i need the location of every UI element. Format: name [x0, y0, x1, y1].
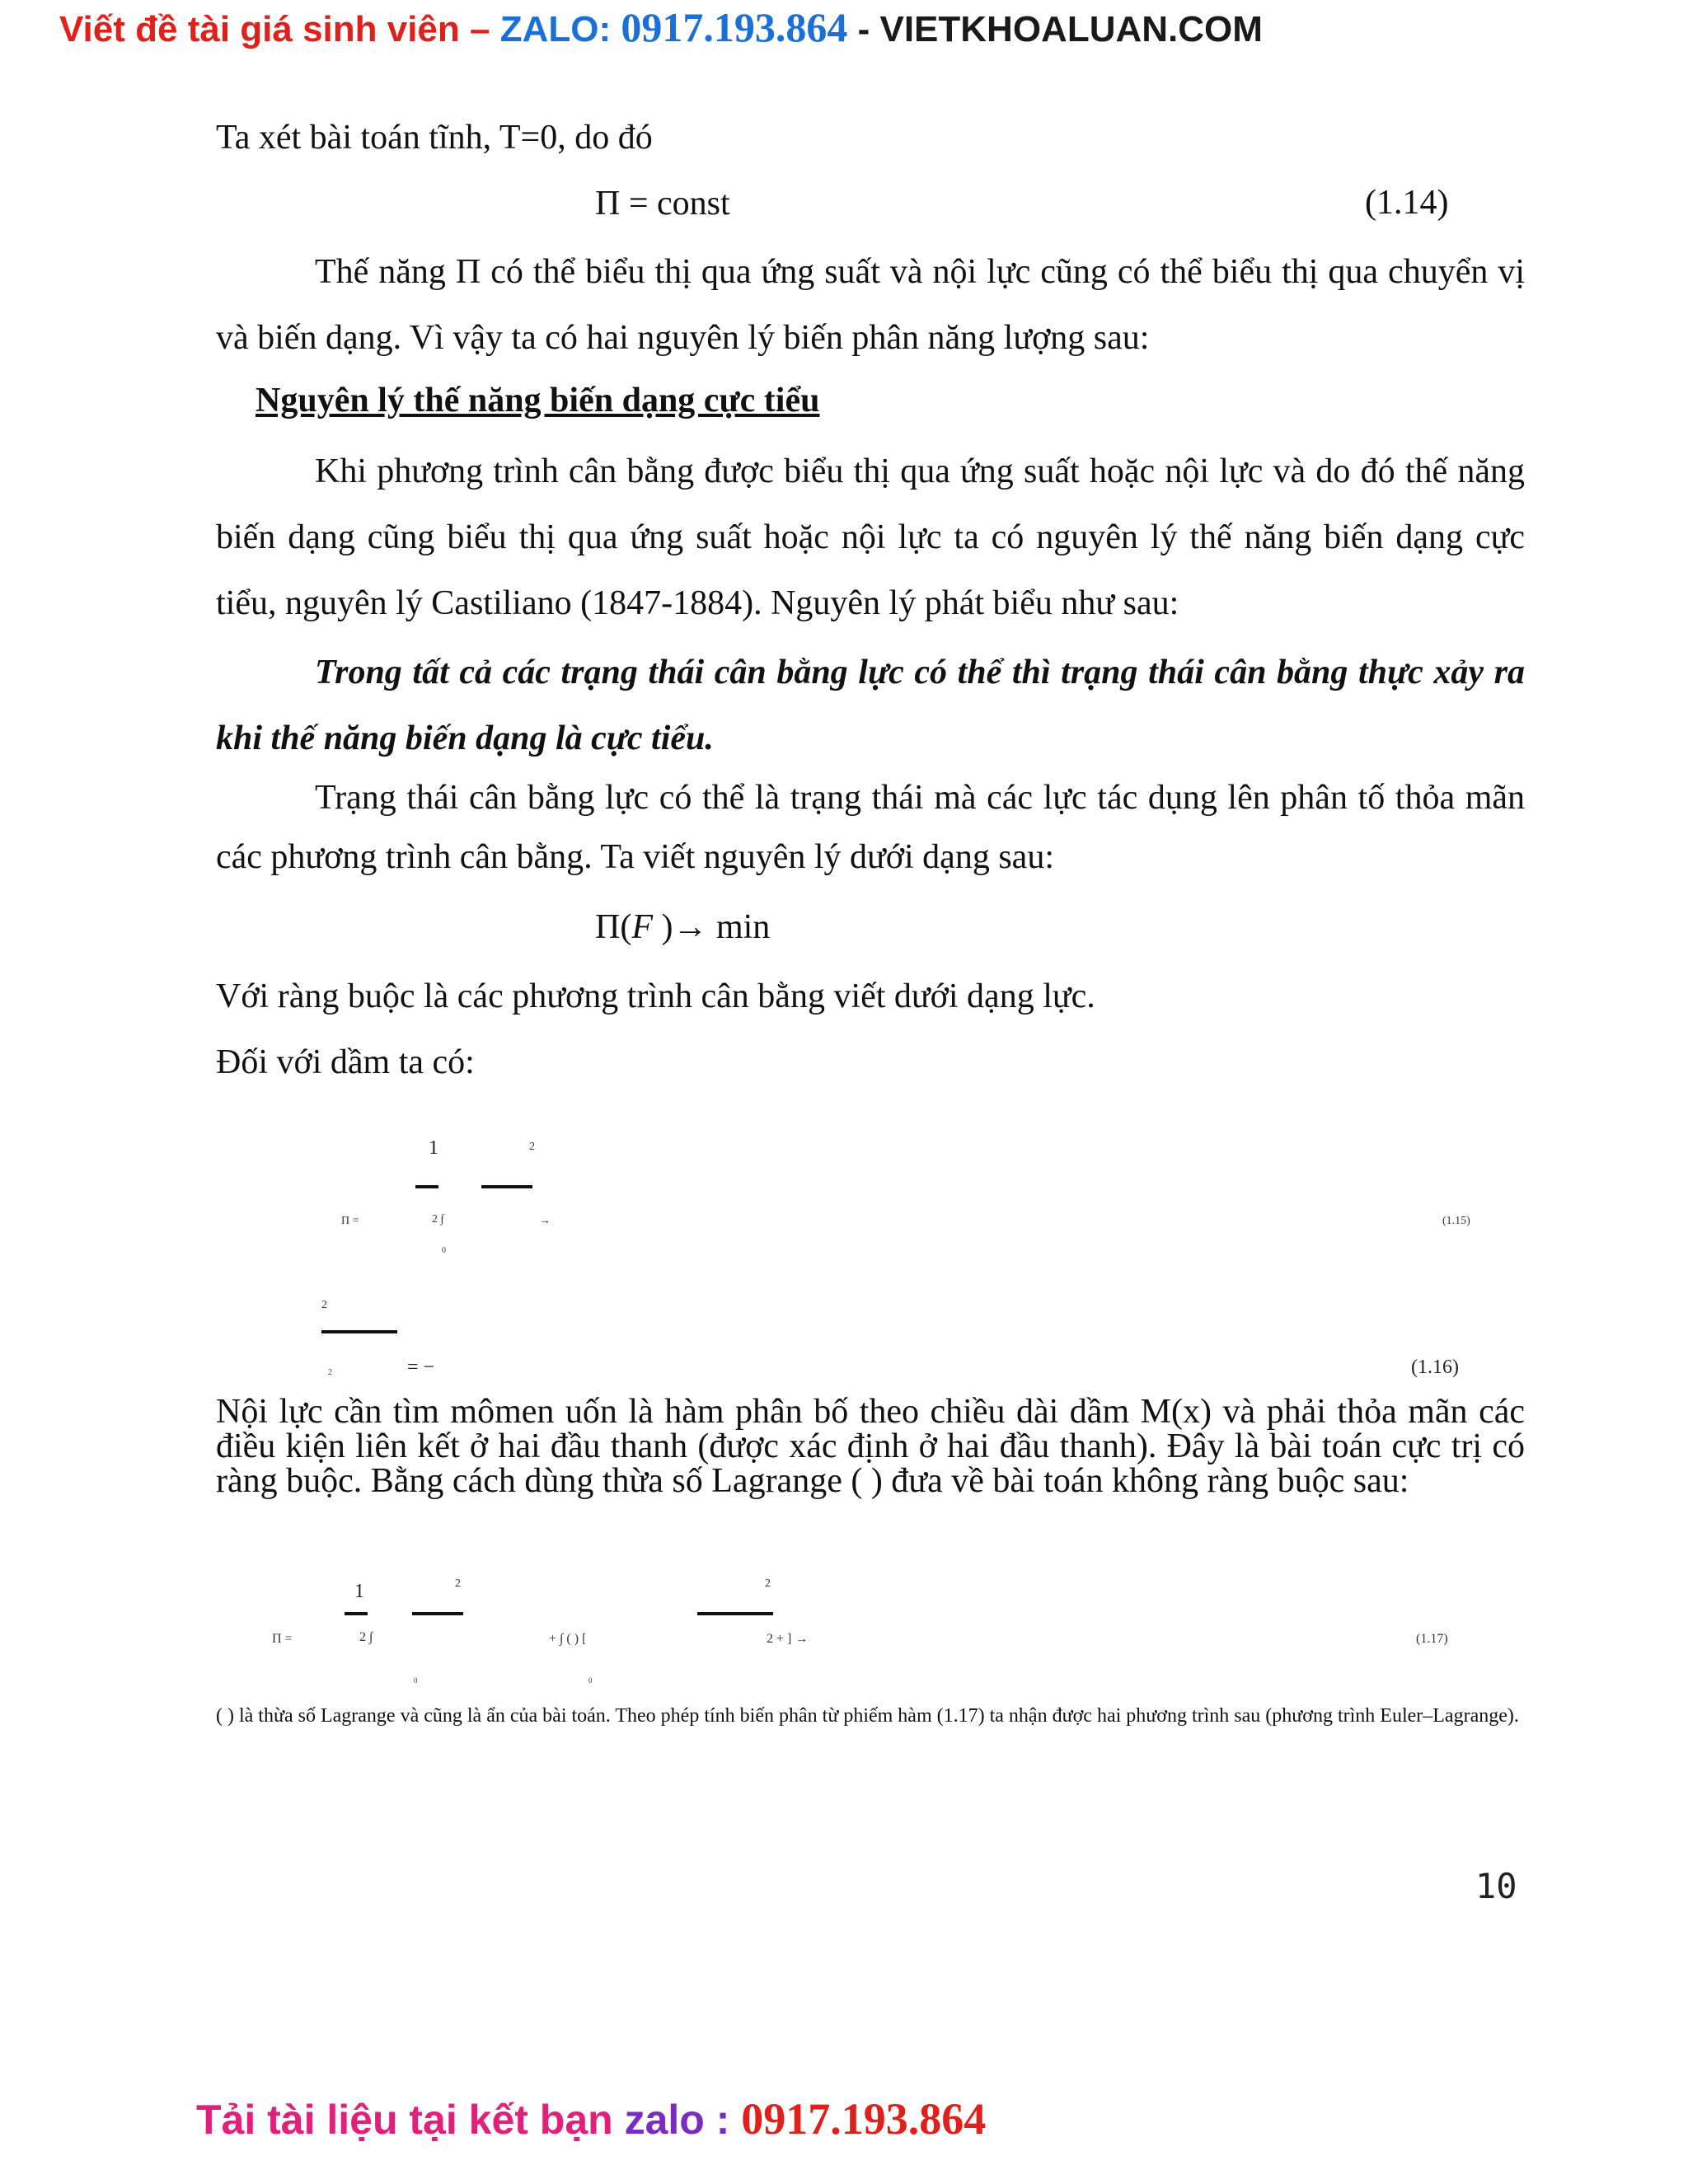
eq17-two-a: 2 [455, 1577, 461, 1590]
footer-zalo-label: zalo : [624, 2097, 742, 2143]
equation-min-pi: Π( [595, 908, 632, 946]
paragraph-castiliano: Khi phương trình cân bằng được biểu thị qua ứng suất hoặc nội lực và do đó thế năng biến dạng cũng biểu thị qua ứng suất hoặc nội lực ta có nguyên lý thế năng biến dạng cực tiểu, nguyên lý Castiliano (1847-1884). Nguyên lý phát biểu như sau: [216, 452, 1525, 622]
page-number: 10 [1475, 1866, 1517, 1906]
eq15-two-top: 2 [529, 1141, 535, 1153]
eq17-lhs: Π = [272, 1632, 293, 1646]
equation-number-1-16: (1.16) [1411, 1357, 1459, 1378]
eq17-integral-1: 2 ∫ [359, 1630, 373, 1644]
principle-statement: Trong tất cả các trạng thái cân bằng lực có thể thì trạng thái cân bằng thực xảy ra khi thế năng biến dạng là cực tiểu. [216, 654, 1525, 757]
header-zalo-number: 0917.193.864 [621, 4, 848, 50]
beam-intro-line: Đối với dầm ta có: [216, 1043, 475, 1081]
eq16-rhs: = − [407, 1357, 435, 1378]
paragraph-lagrange: Nội lực cần tìm mômen uốn là hàm phân bố theo chiều dài dầm M(x) và phải thỏa mãn các điều kiện liên kết ở hai đầu thanh (được xác định ở hai đầu thanh). Đây là bài toán cực trị có ràng buộc. Bằng cách dùng thừa số Lagrange ( ) đưa về bài toán không ràng buộc sau: [216, 1393, 1525, 1500]
header-separator: – [459, 9, 500, 49]
eq15-zero: 0 [442, 1246, 446, 1255]
eq15-integral: 2 ∫ [432, 1213, 444, 1226]
eq17-closing: 2 + ] → [767, 1632, 809, 1646]
eq17-integral-2: + ∫ ( ) [ [549, 1632, 587, 1646]
eq15-lhs: Π = [341, 1215, 359, 1227]
eq15-fraction-bar-1 [415, 1185, 438, 1188]
eq16-fraction-bar [321, 1330, 397, 1333]
eq15-one: 1 [429, 1137, 438, 1159]
eq17-fraction-bar-2 [412, 1612, 463, 1615]
equation-number-1-15: (1.15) [1442, 1215, 1470, 1227]
footer-zalo-number: 0917.193.864 [741, 2094, 987, 2144]
equation-number-1-14: (1.14) [1365, 184, 1449, 222]
equation-min-arrow: )→ min [652, 908, 771, 946]
equation-1-14: Π = const [595, 185, 730, 223]
footer-download-text: Tải tài liệu tại kết bạn [196, 2097, 625, 2143]
eq17-one: 1 [354, 1581, 364, 1602]
equation-minimum [595, 907, 770, 948]
eq15-fraction-bar-2 [481, 1185, 532, 1188]
eq17-fraction-bar-3 [697, 1612, 773, 1615]
paragraph-equilibrium-state: Trạng thái cân bằng lực có thể là trạng thái mà các lực tác dụng lên phân tố thỏa mãn các phương trình cân bằng. Ta viết nguyên lý dưới dạng sau: [216, 779, 1525, 876]
header-site: VIETKHOALUAN.COM [879, 9, 1263, 49]
paragraph-euler-lagrange: ( ) là thừa số Lagrange và cũng là ẩn của bài toán. Theo phép tính biến phân từ phiếm hàm (1.17) ta nhận được hai phương trình sau (phương trình Euler–Lagrange). [216, 1705, 1519, 1727]
eq17-zero-b: 0 [588, 1676, 593, 1685]
paragraph-potential-energy: Thế năng Π có thể biểu thị qua ứng suất và nội lực cũng có thể biểu thị qua chuyển vị và biến dạng. Vì vậy ta có hai nguyên lý biến phân năng lượng sau: [216, 253, 1525, 357]
eq15-arrow: → [539, 1215, 551, 1227]
header-separator-2: - [847, 9, 880, 49]
eq17-two-b: 2 [765, 1577, 771, 1590]
equation-number-1-17: (1.17) [1416, 1632, 1448, 1646]
footer-banner [196, 2093, 986, 2184]
header-service-text: Viết đề tài giá sinh viên [59, 9, 460, 49]
equation-min-f: F [631, 908, 653, 946]
intro-line: Ta xét bài toán tĩnh, T=0, do đó [216, 119, 653, 157]
eq17-fraction-bar-1 [345, 1612, 368, 1615]
eq16-two-top: 2 [321, 1299, 327, 1311]
eq16-two-bottom: 2 [328, 1368, 332, 1377]
header-zalo-label: ZALO: [499, 9, 621, 49]
eq17-zero-a: 0 [414, 1676, 418, 1685]
section-heading: Nguyên lý thế năng biến dạng cực tiểu [256, 382, 820, 419]
constraint-line: Với ràng buộc là các phương trình cân bằng viết dưới dạng lực. [216, 977, 1095, 1015]
header-banner [59, 3, 1263, 51]
